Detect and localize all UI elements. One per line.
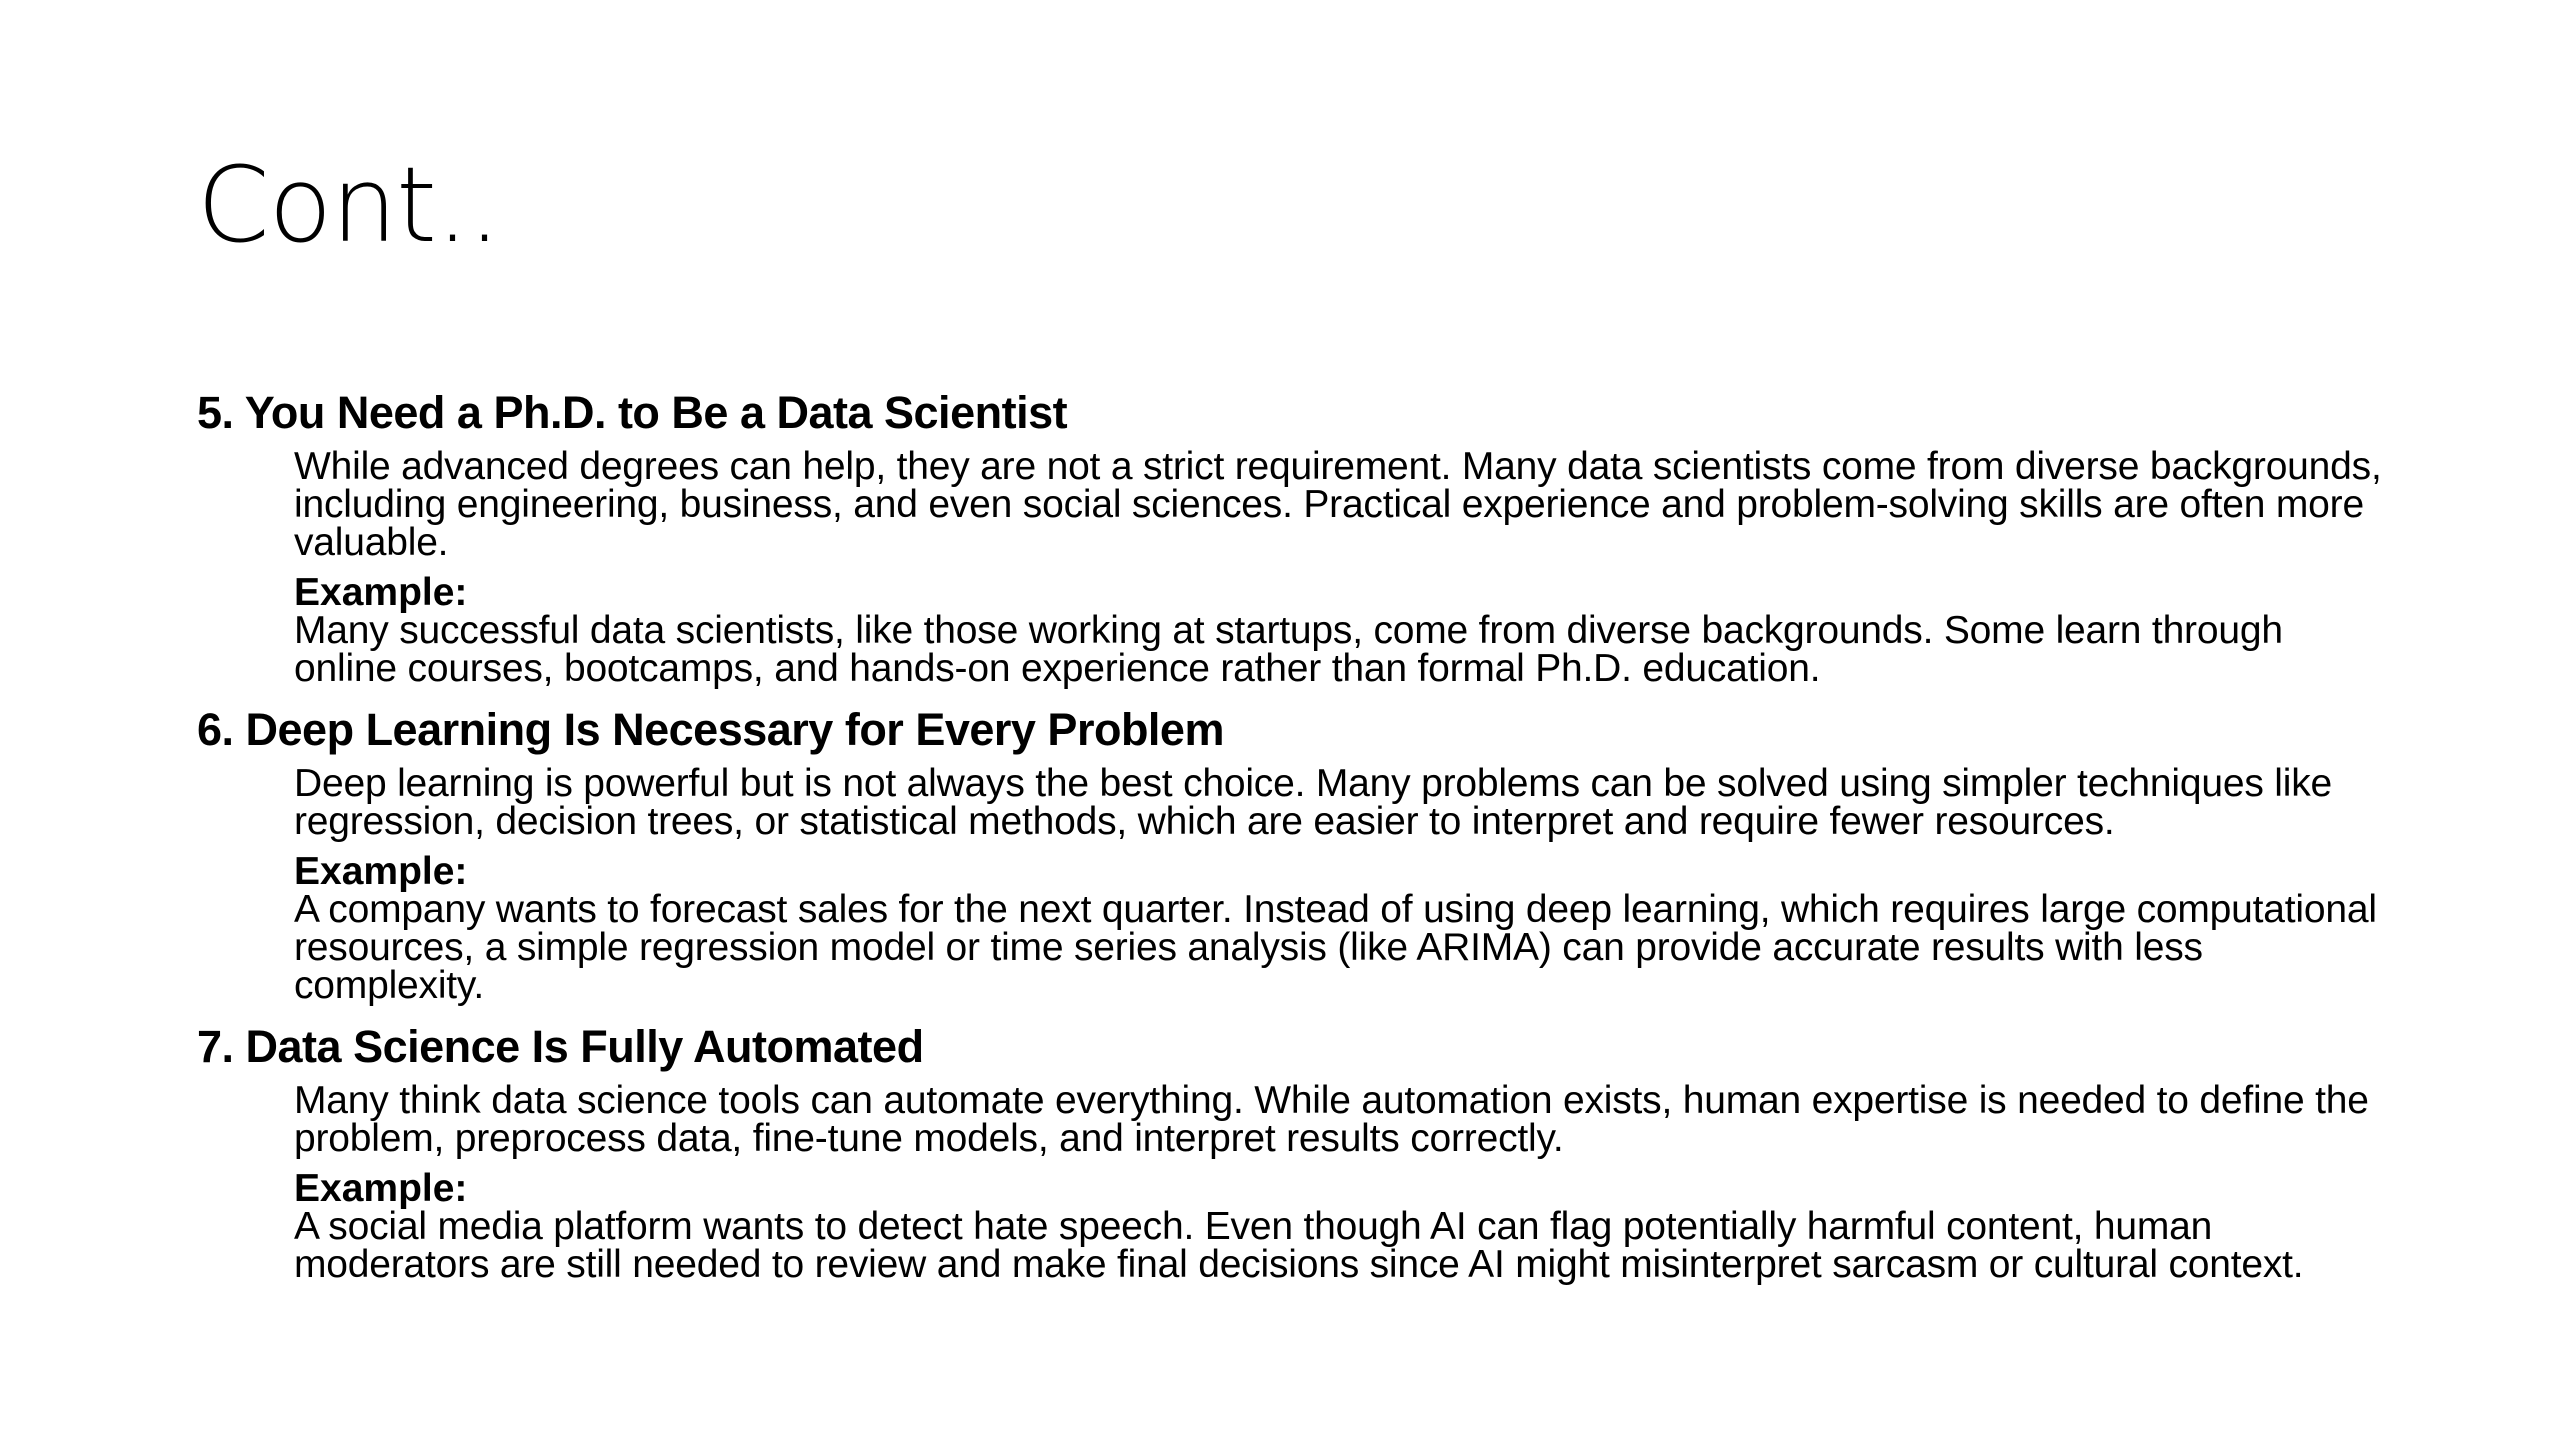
section-body xyxy=(294,442,2394,688)
slide-content xyxy=(197,384,2397,1284)
section-description: Deep learning is powerful but is not always the best choice. Many problems can be solved using simpler techniques like regression, decision trees, or statistical methods, which are easier to interpret and require fewer resources. xyxy=(294,762,2332,843)
section-heading: 7. Data Science Is Fully Automated xyxy=(197,1021,924,1072)
section-description: While advanced degrees can help, they are not a strict requirement. Many data scientists come from diverse backgrounds, including engineering, business, and even social sciences. Practical experience and problem-solving skills are often more valuable. xyxy=(294,445,2382,564)
section-body xyxy=(294,759,2394,1005)
example-label: Example: xyxy=(294,571,468,614)
section-body xyxy=(294,1076,2394,1284)
example-text: A company wants to forecast sales for the next quarter. Instead of using deep learning, which requires large computational resources, a simple regression model or time series analysis (like ARIMA) can provide accurate results with less complexity. xyxy=(294,888,2377,1007)
example-text: Many successful data scientists, like those working at startups, come from diverse backgrounds. Some learn through online courses, bootcamps, and hands-on experience rather than formal Ph.D. education. xyxy=(294,609,2283,690)
example-label: Example: xyxy=(294,850,468,893)
example-text: A social media platform wants to detect hate speech. Even though AI can flag potentially harmful content, human moderators are still needed to review and make final decisions since AI might misinterpret sarcasm or cultural context. xyxy=(294,1205,2304,1286)
myth-section-7 xyxy=(197,1018,2397,1284)
myth-section-6 xyxy=(197,701,2397,1005)
slide-title: Cont.. xyxy=(197,144,501,266)
section-heading: 6. Deep Learning Is Necessary for Every Problem xyxy=(197,704,1224,755)
example-label: Example: xyxy=(294,1167,468,1210)
section-description: Many think data science tools can automate everything. While automation exists, human expertise is needed to define the problem, preprocess data, fine-tune models, and interpret results correctly. xyxy=(294,1079,2369,1160)
myth-section-5 xyxy=(197,384,2397,688)
section-heading: 5. You Need a Ph.D. to Be a Data Scientist xyxy=(197,387,1068,438)
